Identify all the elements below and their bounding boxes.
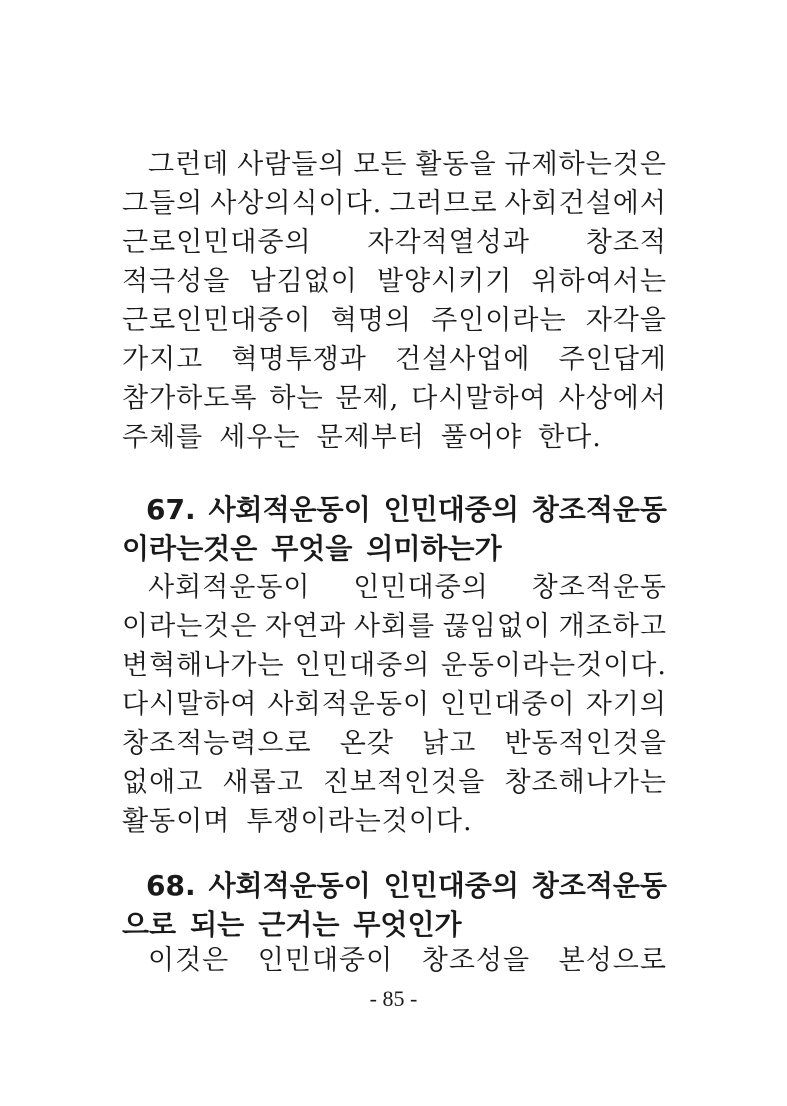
- paragraph-line: [122, 301, 667, 341]
- word: 투쟁이라는것이다.: [246, 806, 473, 837]
- paragraph-line: [122, 418, 667, 458]
- word: 근로인민대중의: [122, 227, 312, 258]
- paragraph-line: [122, 379, 667, 419]
- paragraph-line: [122, 763, 667, 803]
- word: 한다.: [538, 422, 602, 453]
- word: 인민대중이: [257, 945, 394, 976]
- heading-word: 근거는: [258, 908, 340, 941]
- word: 주인답게: [558, 344, 667, 375]
- word: 가지고: [122, 344, 204, 375]
- word: 새롭고: [222, 767, 304, 798]
- word: 사상의식이다.: [210, 188, 383, 219]
- paragraph-line: [148, 568, 667, 608]
- heading-word: 이라는것은: [122, 532, 258, 565]
- paragraph-line: [122, 802, 667, 842]
- section-68-heading: [122, 905, 667, 945]
- paragraph-line: [122, 607, 667, 647]
- paragraph-line: [148, 941, 667, 981]
- paragraph-line: [122, 340, 667, 380]
- heading-word: 사회적운동이: [208, 869, 371, 902]
- word: 자연과: [265, 611, 347, 642]
- word: 자기의: [585, 689, 667, 720]
- word: 온갖: [339, 728, 394, 759]
- word: 혁명투쟁과: [231, 344, 367, 375]
- word: 창조적: [585, 227, 667, 258]
- word: 활동을: [415, 149, 497, 180]
- page-number: - 85 -: [369, 986, 418, 1011]
- paragraph-line: [122, 184, 667, 224]
- paragraph-line: [122, 646, 667, 686]
- word: 인민대중이: [440, 689, 576, 720]
- word: 이것은: [148, 945, 230, 976]
- paragraph-line: [122, 685, 667, 725]
- word: 문제부터: [316, 422, 425, 453]
- word: 위하여서는: [531, 266, 667, 297]
- word: 주체를: [122, 422, 204, 453]
- word: 자각적열성과: [367, 227, 530, 258]
- word: 자각을: [585, 305, 667, 336]
- word: 하는: [269, 383, 324, 414]
- word: 끊임없이: [442, 611, 552, 642]
- section-68-heading: [146, 866, 667, 906]
- word: 참가하도록: [122, 383, 258, 414]
- paragraph-line: [122, 724, 667, 764]
- word: 적극성을: [122, 266, 231, 297]
- word: 사회건설에서: [504, 188, 667, 219]
- word: 창조적운동: [531, 572, 667, 603]
- word: 사회를: [353, 611, 436, 642]
- word: 창조해나가는: [504, 767, 667, 798]
- word: 주인이라는: [431, 305, 567, 336]
- word: 다시말하여: [122, 689, 258, 720]
- word: 창조성을: [421, 945, 531, 976]
- word: 발양시키기: [376, 266, 513, 297]
- word: 창조적능력으로: [122, 728, 312, 759]
- word: 혁명의: [330, 305, 412, 336]
- section-67-heading: [122, 529, 667, 569]
- word: 없애고: [122, 767, 204, 798]
- heading-word: 으로: [122, 908, 177, 941]
- word: 남김없이: [249, 266, 358, 297]
- heading-word: 되는: [190, 908, 245, 941]
- word: 본성으로: [558, 945, 667, 976]
- word: 세우는: [219, 422, 301, 453]
- word: 인민대중의: [294, 650, 431, 681]
- word: 운동이라는것이다.: [440, 650, 667, 681]
- word: 사회적운동이: [148, 572, 311, 603]
- word: 그런데: [148, 149, 230, 180]
- heading-word: 사회적운동이: [208, 493, 371, 526]
- word: 문제,: [335, 383, 400, 414]
- paragraph-line: [148, 145, 667, 185]
- heading-word: 창조적운동: [531, 869, 667, 902]
- heading-word: 인민대중의: [383, 493, 519, 526]
- word: 건설사업에: [395, 344, 531, 375]
- heading-word: 무엇을: [271, 532, 353, 565]
- word: 그러므로: [389, 188, 498, 219]
- word: 풀어야: [440, 422, 523, 453]
- heading-word: 창조적운동: [531, 493, 667, 526]
- heading-word: 인민대중의: [383, 869, 519, 902]
- paragraph-line: [122, 223, 667, 263]
- word: 진보적인것을: [322, 767, 486, 798]
- word: 다시말하여: [411, 383, 547, 414]
- word: 인민대중의: [353, 572, 489, 603]
- word: 변혁해나가는: [122, 650, 285, 681]
- word: 활동이며: [122, 806, 231, 837]
- word: 근로인민대중이: [122, 305, 312, 336]
- heading-word: 의미하는가: [366, 532, 502, 565]
- word: 모든: [353, 149, 408, 180]
- word: 이라는것은: [122, 611, 258, 642]
- word: 사회적운동이: [267, 689, 431, 720]
- paragraph-line: [122, 262, 667, 302]
- section-67-heading: [146, 490, 667, 530]
- word: 규제하는것은: [504, 149, 667, 180]
- word: 그들의: [122, 188, 204, 219]
- heading-word: 68.: [146, 869, 196, 902]
- word: 반동적인것을: [504, 728, 667, 759]
- word: 개조하고: [558, 611, 667, 642]
- word: 사상에서: [558, 383, 667, 414]
- heading-word: 무엇인가: [353, 908, 462, 941]
- word: 사람들의: [237, 149, 346, 180]
- heading-word: 67.: [146, 493, 196, 526]
- word: 낡고: [422, 728, 477, 759]
